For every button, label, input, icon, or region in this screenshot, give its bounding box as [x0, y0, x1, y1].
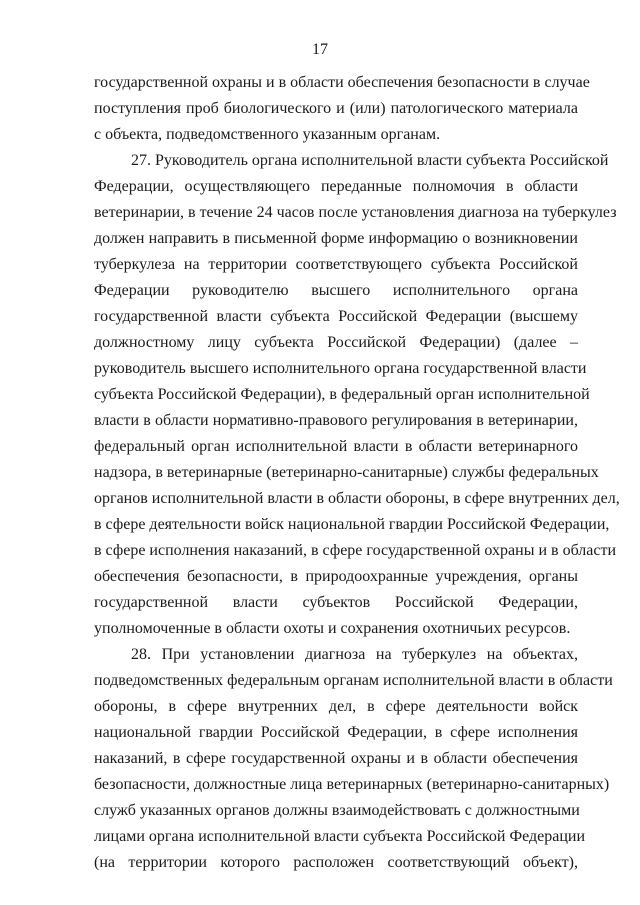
text-line: с объекта, подведомственного указанным органам.: [94, 126, 441, 143]
text-line: служб указанных органов должны взаимодействовать с должностными: [94, 802, 580, 819]
text-line: Федерации руководителю высшего исполнительного органа: [94, 282, 578, 299]
text-line: органов исполнительной власти в области обороны, в сфере внутренних дел,: [94, 490, 620, 507]
text-line: государственной власти субъектов Российской Федерации,: [94, 594, 578, 611]
text-line: лицами органа исполнительной власти субъекта Российской Федерации: [94, 828, 585, 845]
paragraph-27-start: 27. Руководитель органа исполнительной власти субъекта Российской: [131, 152, 609, 169]
paragraph-28-start: 28. При установлении диагноза на туберкулез на объектах,: [131, 646, 578, 663]
text-line: наказаний, в сфере государственной охраны и в области обеспечения: [94, 750, 578, 767]
text-line: должен направить в письменной форме информацию о возникновении: [94, 230, 578, 247]
text-line: поступления проб биологического и (или) патологического материала: [94, 100, 578, 117]
text-line: должностному лицу субъекта Российской Федерации) (далее –: [94, 334, 578, 351]
text-line: обороны, в сфере внутренних дел, в сфере деятельности войск: [94, 698, 578, 715]
text-line: государственной власти субъекта Российской Федерации (высшему: [94, 308, 578, 325]
page-number: 17: [312, 41, 328, 58]
text-line: подведомственных федеральным органам исполнительной власти в области: [94, 672, 613, 689]
text-line: в сфере исполнения наказаний, в сфере государственной охраны и в области: [94, 542, 617, 559]
text-line: уполномоченные в области охоты и сохранения охотничьих ресурсов.: [94, 620, 571, 637]
text-line: руководитель высшего исполнительного органа государственной власти: [94, 360, 587, 377]
text-line: безопасности, должностные лица ветеринарных (ветеринарно-санитарных): [94, 776, 610, 793]
text-line: Федерации, осуществляющего переданные полномочия в области: [94, 178, 578, 195]
text-line: ветеринарии, в течение 24 часов после установления диагноза на туберкулез: [94, 204, 617, 221]
text-line: государственной охраны и в области обеспечения безопасности в случае: [94, 74, 590, 91]
text-line: (на территории которого расположен соответствующий объект),: [94, 854, 578, 871]
text-line: субъекта Российской Федерации), в федеральный орган исполнительной: [94, 386, 590, 403]
text-line: власти в области нормативно-правового регулирования в ветеринарии,: [94, 412, 578, 429]
text-line: в сфере деятельности войск национальной гвардии Российской Федерации,: [94, 516, 610, 533]
text-line: национальной гвардии Российской Федерации, в сфере исполнения: [94, 724, 578, 741]
text-line: туберкулеза на территории соответствующего субъекта Российской: [94, 256, 578, 273]
text-line: надзора, в ветеринарные (ветеринарно-санитарные) службы федеральных: [94, 464, 599, 481]
text-line: обеспечения безопасности, в природоохранные учреждения, органы: [94, 568, 578, 585]
text-line: федеральный орган исполнительной власти в области ветеринарного: [94, 438, 578, 455]
